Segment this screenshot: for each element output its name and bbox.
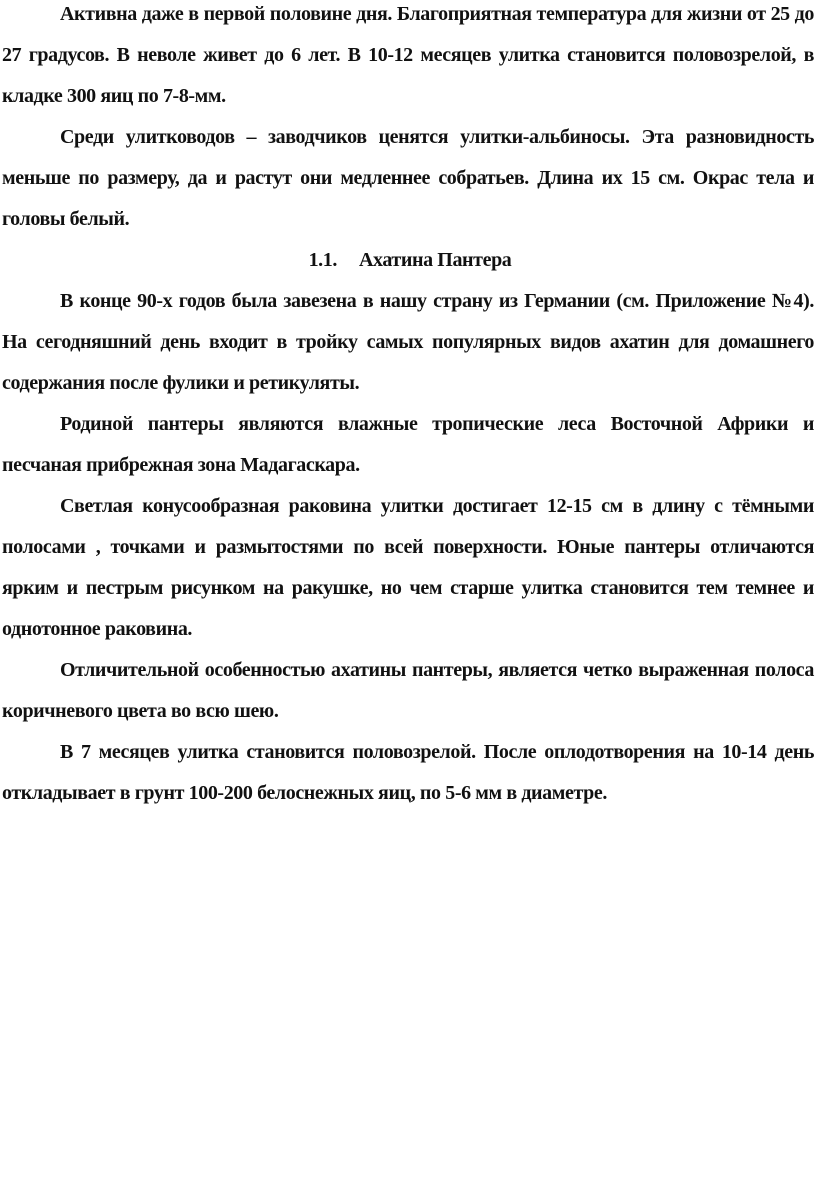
section-heading (2, 240, 814, 281)
section-number: 1.1. (308, 249, 337, 271)
paragraph-origin: В конце 90-х годов была завезена в нашу страну из Германии (см. Приложение №4). На сегодняшний день входит в тройку самых популярных видов ахатин для домашнего содержания после фулики и ретикуляты. (2, 290, 814, 394)
paragraph-reproduction: В 7 месяцев улитка становится половозрелой. После оплодотворения на 10-14 день откладывает в грунт 100-200 белоснежных яиц, по 5-6 мм в диаметре. (2, 741, 814, 804)
paragraph-albino: Среди улитководов – заводчиков ценятся улитки-альбиносы. Эта разновидность меньше по размеру, да и растут они медленнее собратьев. Длина их 15 см. Окрас тела и головы белый. (2, 126, 814, 230)
paragraph-shell: Светлая конусообразная раковина улитки достигает 12-15 см в длину с тёмными полосами , точками и размытостями по всей поверхности. Юные пантеры отличаются ярким и пестрым рисунком на ракушке, но чем старше улитка становится тем темнее и однотонное раковина. (2, 495, 814, 640)
paragraph-habitat: Родиной пантеры являются влажные тропические леса Восточной Африки и песчаная прибрежная зона Мадагаскара. (2, 413, 814, 476)
paragraph-feature: Отличительной особенностью ахатины пантеры, является четко выраженная полоса коричневого цвета во всю шею. (2, 659, 814, 722)
section-title: Ахатина Пантера (358, 249, 512, 271)
paragraph-activity: Активна даже в первой половине дня. Благоприятная температура для жизни от 25 до 27 градусов. В неволе живет до 6 лет. В 10-12 месяцев улитка становится половозрелой, в кладке 300 яиц по 7-8-мм. (2, 3, 814, 107)
